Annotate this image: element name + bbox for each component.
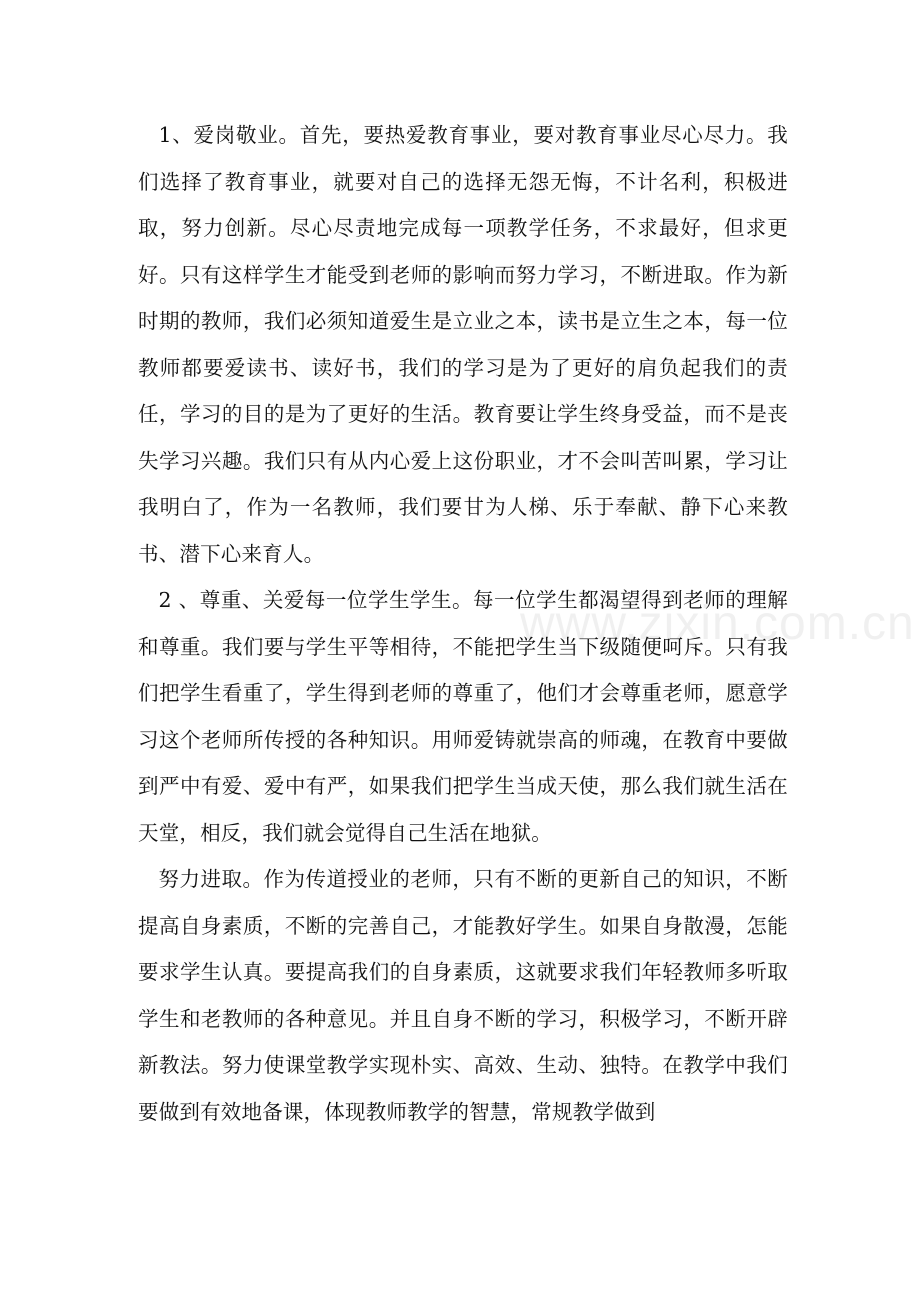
watermark: www.zixin.com.cn xyxy=(520,597,915,650)
paragraph-1: 1、爱岗敬业。首先，要热爱教育事业，要对教育事业尽心尽力。我们选择了教育事业，就要对自己的选择无怨无悔，不计名利，积极进取，努力创新。尽心尽责地完成每一项教学任务，不求最好，但求更好。只有这样学生才能受到老师的影响而努力学习，不断进取。作为新时期的教师，我们必须知道爱生是立业之本，读书是立生之本，每一位教师都要爱读书、读好书，我们的学习是为了更好的肩负起我们的责任，学习的目的是为了更好的生活。教育要让学生终身受益，而不是丧失学习兴趣。我们只有从内心爱上这份职业，才不会叫苦叫累，学习让我明白了，作为一名教师，我们要甘为人梯、乐于奉献、静下心来教书、潜下心来育人。 xyxy=(138,123,788,566)
paragraph-3: 努力进取。作为传道授业的老师，只有不断的更新自己的知识，不断提高自身素质，不断的完善自己，才能教好学生。如果自身散漫，怎能要求学生认真。要提高我们的自身素质，这就要求我们年轻教师多听取学生和老教师的各种意见。并且自身不断的学习，积极学习，不断开辟新教法。努力使课堂教学实现朴实、高效、生动、独特。在教学中我们要做到有效地备课，体现教师教学的智慧，常规教学做到 xyxy=(138,867,788,1124)
document-body xyxy=(138,112,788,1135)
paragraph-2: 2 、尊重、关爱每一位学生学生。每一位学生都渴望得到老师的理解和尊重。我们要与学生平等相待，不能把学生当下级随便呵斥。只有我们把学生看重了，学生得到老师的尊重了，他们才会尊重老师，愿意学习这个老师所传授的各种知识。用师爱铸就崇高的师魂，在教育中要做到严中有爱、爱中有严，如果我们把学生当成天使，那么我们就生活在天堂，相反，我们就会觉得自己生活在地狱。 xyxy=(138,588,788,845)
